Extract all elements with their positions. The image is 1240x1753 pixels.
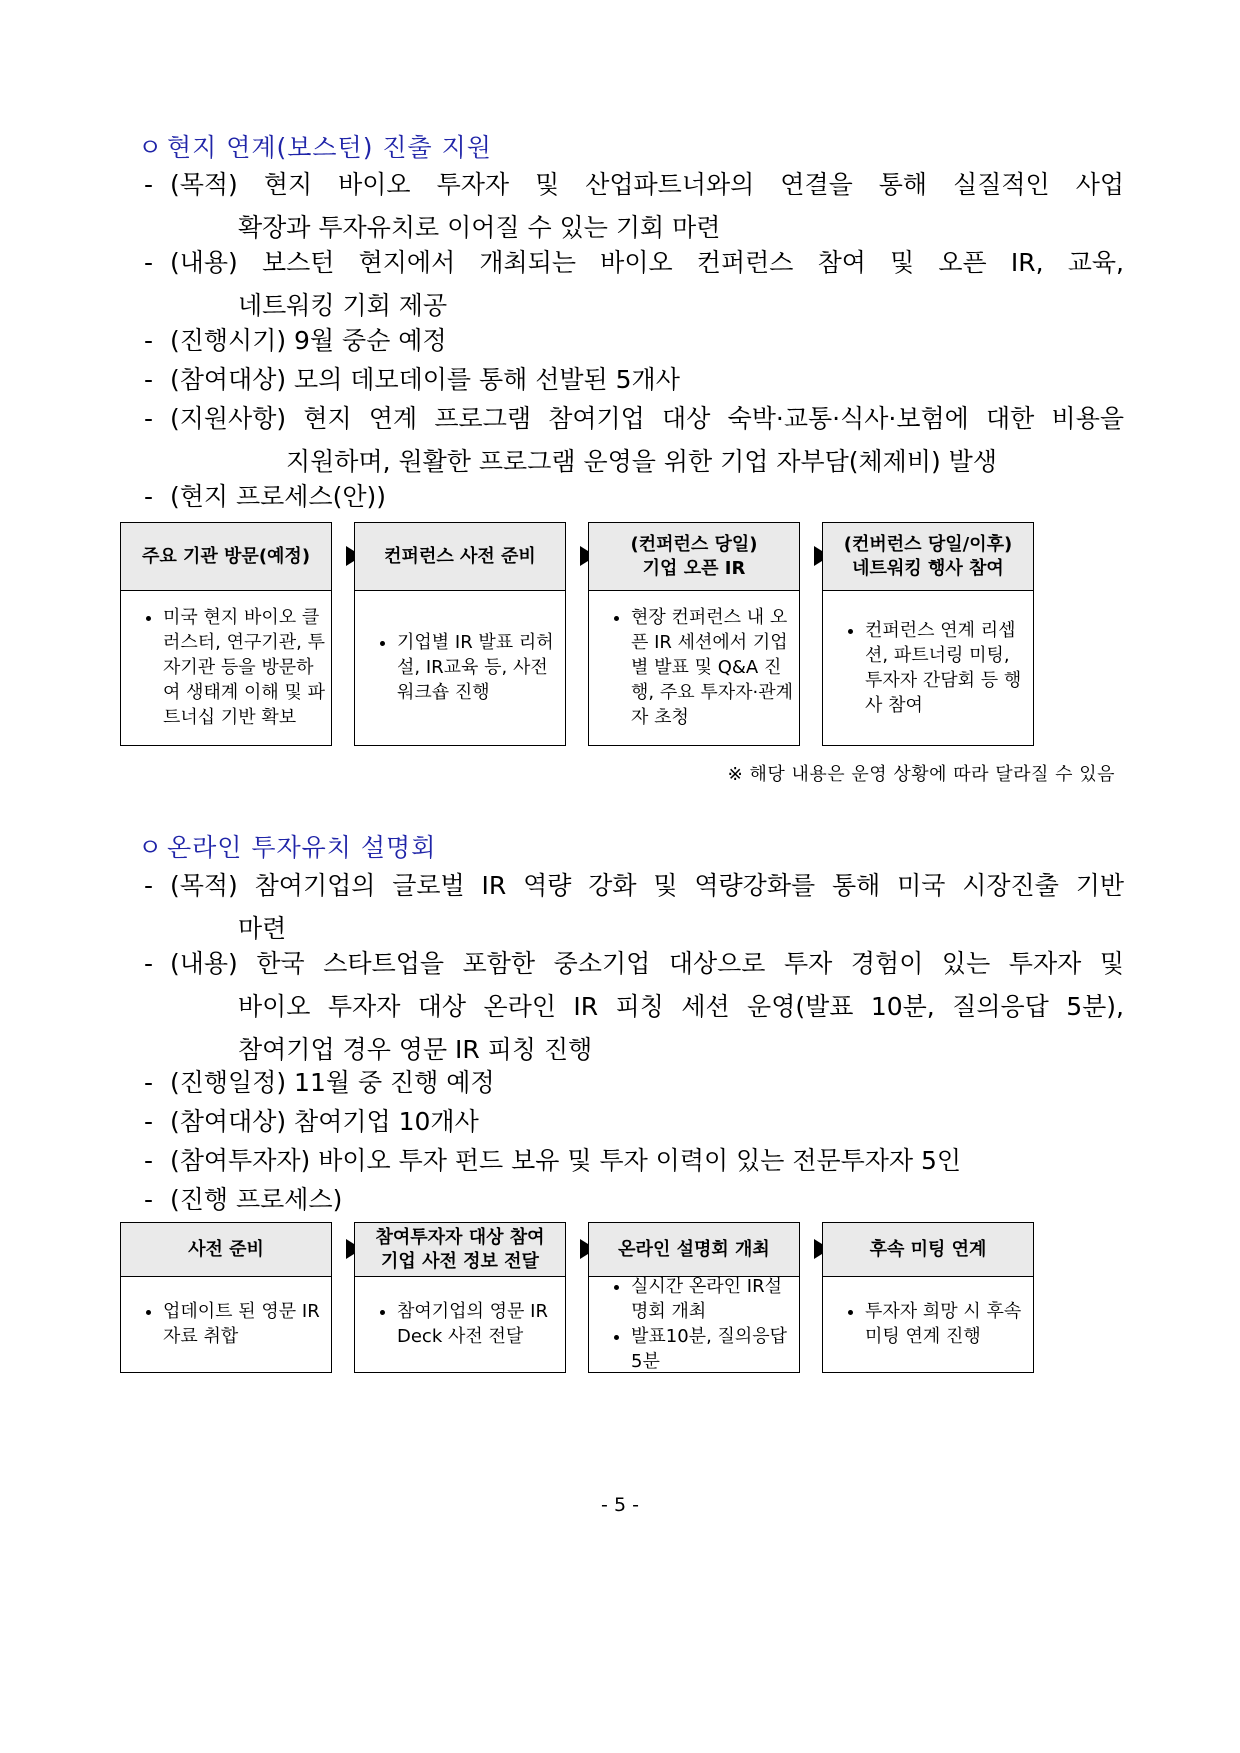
item-dash: -	[144, 1107, 154, 1136]
section2-item	[144, 1100, 1124, 1143]
flow-step-bullet: • 업데이트 된 영문 IR자료 취합	[163, 1299, 325, 1349]
flow-step-header	[121, 1223, 331, 1277]
item-line: (목적) 현지 바이오 투자자 및 산업파트너와의 연결을 통해 실질적인 사업	[170, 170, 1124, 199]
flow-step-body	[589, 591, 799, 744]
item-dash: -	[144, 365, 154, 394]
flow-step-header	[589, 1223, 799, 1277]
section1-title	[138, 128, 492, 164]
section1-item	[144, 319, 1124, 362]
flow-step-bullet: • 실시간 온라인 IR설명회 개최	[631, 1274, 793, 1324]
flow-step-bullet: • 투자자 희망 시 후속 미팅 연계 진행	[865, 1299, 1027, 1349]
section1-bullet: ㅇ	[138, 133, 164, 162]
flow-step-header-line: 온라인 설명회 개최	[618, 1238, 770, 1260]
item-line: (진행일정) 11월 중 진행 예정	[170, 1068, 495, 1097]
flow-step-header-line: 사전 준비	[188, 1238, 264, 1260]
flow-step-header	[823, 523, 1033, 591]
flow-step-header-line: 네트워킹 행사 참여	[852, 557, 1004, 579]
item-dash: -	[144, 949, 154, 978]
item-dash: -	[144, 1068, 154, 1097]
item-body	[170, 475, 1124, 518]
item-dash: -	[144, 1185, 154, 1214]
flow-step-body	[121, 1277, 331, 1371]
flow-step-body	[121, 591, 331, 744]
item-dash: -	[144, 871, 154, 900]
flow-step-header	[589, 523, 799, 591]
section1-title-text: 현지 연계(보스턴) 진출 지원	[166, 133, 492, 162]
flow-step-header	[121, 523, 331, 591]
flow-step-header-line: (컨퍼런스 당일)	[630, 533, 758, 555]
item-line	[170, 475, 1124, 518]
flow-step-header-line: 컨퍼런스 사전 준비	[384, 545, 536, 567]
flow-step-bullet: • 컨퍼런스 연계 리셉션, 파트너링 미팅, 투자자 간담회 등 행사 참여	[865, 618, 1027, 718]
item-body	[170, 397, 1124, 483]
item-dash: -	[144, 248, 154, 277]
section1-flow-step	[588, 522, 800, 746]
section2-item	[144, 1061, 1124, 1104]
item-line: (내용) 보스턴 현지에서 개최되는 바이오 컨퍼런스 참여 및 오픈 IR, 교육,	[170, 248, 1124, 277]
item-label: (현지 프로세스(안))	[170, 482, 387, 511]
item-body	[170, 163, 1124, 249]
section1-item	[144, 358, 1124, 401]
item-line: 지원하며, 원활한 프로그램 운영을 위한 기업 자부담(체제비) 발생	[286, 447, 997, 476]
section1-item	[144, 241, 1124, 327]
section1-flow-step	[120, 522, 332, 746]
flow-step-bullet: • 발표10분, 질의응답5분	[631, 1324, 793, 1374]
note-text: ※ 해당 내용은 운영 상황에 따라 달라질 수 있음	[727, 764, 1115, 785]
item-body	[170, 1061, 1124, 1104]
section2-flow-step	[588, 1222, 800, 1373]
item-body	[170, 319, 1124, 362]
item-body	[170, 1100, 1124, 1143]
section1-flow-step	[822, 522, 1034, 746]
item-dash: -	[144, 404, 154, 433]
flow-step-header	[355, 523, 565, 591]
flow-step-header-line: 주요 기관 방문(예정)	[141, 545, 311, 567]
flow-step-bullet: • 참여기업의 영문 IR Deck 사전 전달	[397, 1299, 559, 1349]
item-line: 바이오 투자자 대상 온라인 IR 피칭 세션 운영(발표 10분, 질의응답 5분),	[238, 992, 1124, 1021]
item-dash: -	[144, 326, 154, 355]
section2-flow-step	[354, 1222, 566, 1373]
item-dash: -	[144, 170, 154, 199]
item-line: (참여투자자) 바이오 투자 펀드 보유 및 투자 이력이 있는 전문투자자 5인	[170, 1146, 962, 1175]
flow-step-bullet: • 미국 현지 바이오 클러스터, 연구기관, 투자기관 등을 방문하여 생태계 이해 및 파트너십 기반 확보	[163, 605, 325, 730]
item-line	[170, 1178, 1124, 1221]
section2-item	[144, 864, 1124, 950]
flow-step-header-line: 기업 오픈 IR	[642, 557, 746, 579]
section2-title	[138, 828, 436, 864]
item-body	[170, 1139, 1124, 1182]
item-line: (참여대상) 모의 데모데이를 통해 선발된 5개사	[170, 365, 680, 394]
item-line: 확장과 투자유치로 이어질 수 있는 기회 마련	[238, 213, 721, 242]
flow-step-header-line: 기업 사전 정보 전달	[381, 1250, 539, 1272]
flow-step-body	[355, 1277, 565, 1371]
flow-step-body	[823, 1277, 1033, 1371]
item-line: (지원사항) 현지 연계 프로그램 참여기업 대상 숙박·교통·식사·보험에 대한 비용을	[170, 404, 1124, 433]
section1-item	[144, 475, 1124, 518]
item-line: 참여기업 경우 영문 IR 피칭 진행	[238, 1035, 593, 1064]
item-line: 네트워킹 기회 제공	[238, 291, 448, 320]
item-line: (참여대상) 참여기업 10개사	[170, 1107, 479, 1136]
flow-step-bullet: • 현장 컨퍼런스 내 오픈 IR 세션에서 기업별 발표 및 Q&A 진행, 주요 투자자·관계자 초청	[631, 605, 793, 730]
item-body	[170, 942, 1124, 1071]
item-body	[170, 358, 1124, 401]
section2-flow-step	[822, 1222, 1034, 1373]
item-body	[170, 864, 1124, 950]
section2-item	[144, 1178, 1124, 1221]
section1-item	[144, 163, 1124, 249]
section2-title-text: 온라인 투자유치 설명회	[166, 833, 437, 862]
section1-item	[144, 397, 1124, 483]
section2-item	[144, 942, 1124, 1071]
flow-step-header-line: 참여투자자 대상 참여	[375, 1226, 545, 1248]
item-body	[170, 1178, 1124, 1221]
flow-step-body	[355, 591, 565, 744]
flow-step-header-line: 후속 미팅 연계	[869, 1238, 987, 1260]
item-dash: -	[144, 482, 154, 511]
item-label: (진행 프로세스)	[170, 1185, 343, 1214]
flow-step-bullet: • 기업별 IR 발표 리허설, IR교육 등, 사전 워크숍 진행	[397, 630, 559, 705]
flow-step-header	[355, 1223, 565, 1277]
item-line: (내용) 한국 스타트업을 포함한 중소기업 대상으로 투자 경험이 있는 투자자 및	[170, 949, 1124, 978]
flow-step-header-line: (컨버런스 당일/이후)	[843, 533, 1013, 555]
item-line: (진행시기) 9월 중순 예정	[170, 326, 447, 355]
item-dash: -	[144, 1146, 154, 1175]
section2-flow-step	[120, 1222, 332, 1373]
flow-step-body	[589, 1277, 799, 1371]
page-number: - 5 -	[601, 1494, 639, 1516]
item-line: (목적) 참여기업의 글로벌 IR 역량 강화 및 역량강화를 통해 미국 시장진출 기반	[170, 871, 1124, 900]
section2-bullet: ㅇ	[138, 833, 164, 862]
section1-flow-step	[354, 522, 566, 746]
item-body	[170, 241, 1124, 327]
section2-item	[144, 1139, 1124, 1182]
flow-step-header	[823, 1223, 1033, 1277]
flow-step-body	[823, 591, 1033, 744]
item-line: 마련	[238, 914, 287, 943]
